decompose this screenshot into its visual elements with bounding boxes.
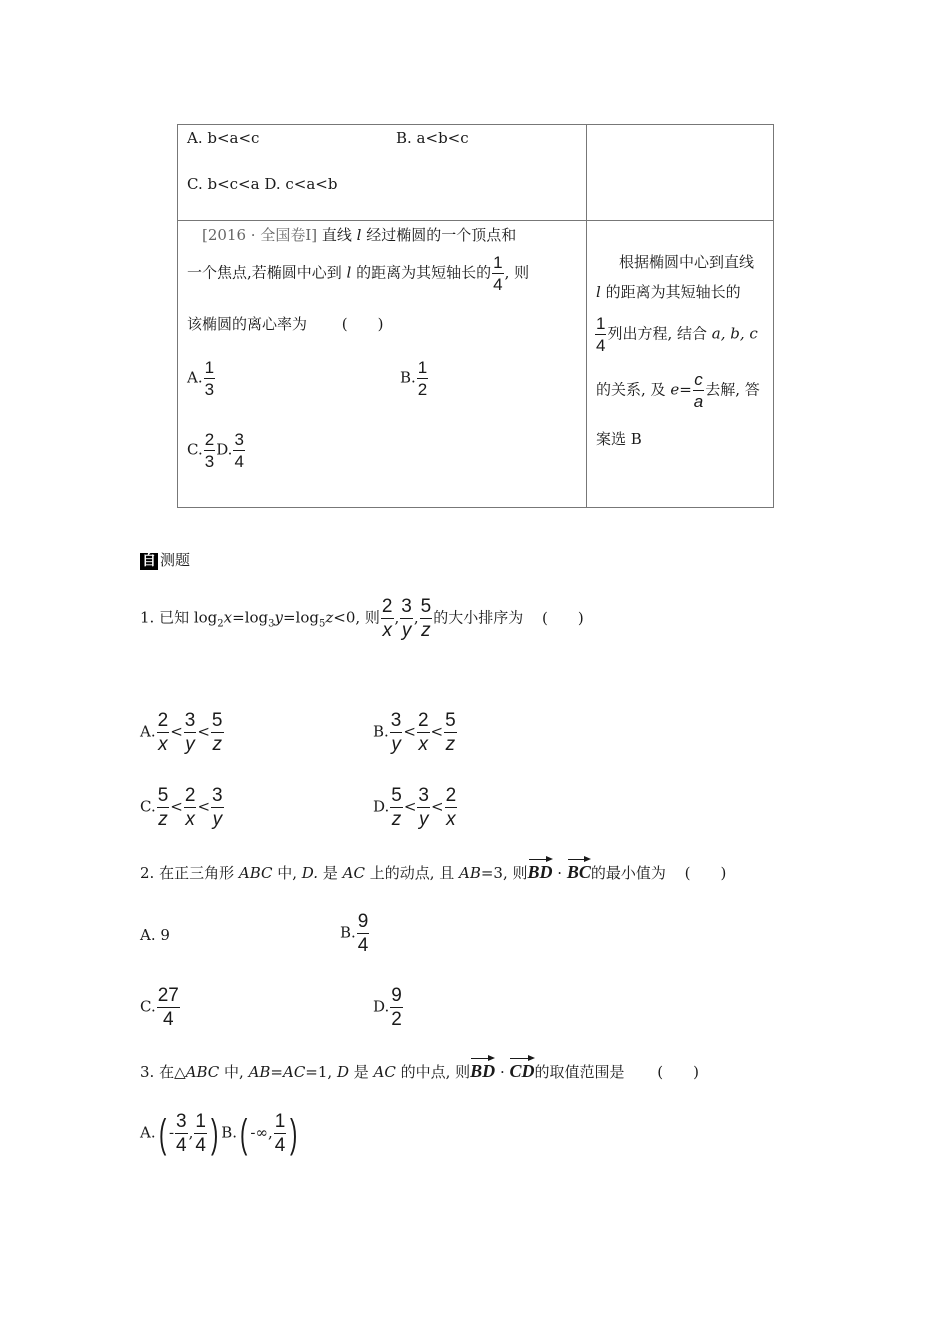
vector-bd: BD [470, 1055, 495, 1082]
answer-paren: ( ) [657, 1063, 700, 1081]
q2-option-c: C. $\frac{27}{4}$ [140, 985, 179, 1030]
table-cell-options-1 [178, 125, 587, 221]
question-line-2: 一个焦点,若椭圆中心到 l 的距离为其短轴长的 $\frac{1}{4}$ , 则 [187, 253, 530, 294]
q1-option-b: B. $\frac{3}{y}$ < $\frac{2}{x}$ < $\frac{5}{z}$ [373, 710, 456, 755]
hint-line-1: 根据椭圆中心到直线 [619, 253, 755, 271]
option-a: A. b<a<c [187, 129, 260, 147]
q2-option-a: A. 9 [140, 926, 170, 944]
answer-paren: ( ) [341, 315, 384, 333]
source-tag: [2016 · 全国卷Ⅰ] [202, 226, 318, 244]
option-cd: C. b<c<a D. c<a<b [187, 175, 338, 193]
option-b: B. a<b<c [396, 129, 469, 147]
vector-bd: BD [528, 856, 553, 883]
self-test-badge: 自 [142, 553, 156, 569]
vector-cd: CD [509, 1055, 534, 1082]
fraction-one-quarter: $\frac{1}{4}$ [493, 253, 503, 294]
q2-option-d: D. $\frac{9}{2}$ [373, 985, 402, 1030]
vector-bc: BC [567, 856, 591, 883]
question-3-stem: 3. 在△ABC 中, AB=AC=1, D 是 AC 的中点, 则BD · CD的取值范围是 ( ) [140, 1055, 699, 1082]
q2-option-b: B. $\frac{9}{4}$ [340, 911, 369, 956]
section-title: 测题 [160, 551, 191, 569]
q1-option-c: C. $\frac{5}{z}$ < $\frac{2}{x}$ < $\frac{3}{y}$ [140, 785, 223, 830]
table-cell-hint-2 [587, 221, 774, 508]
hint-line-5: 案选 B [596, 430, 642, 448]
question-2-stem: 2. 在正三角形 ABC 中, D. 是 AC 上的动点, 且 AB=3, 则BD · BC的最小值为 ( ) [140, 856, 726, 883]
section-header [140, 549, 190, 570]
option-b: B. $\frac{1}{2}$ [400, 358, 428, 399]
q3-option-ab: A.( - $\frac{3}{4}$ , $\frac{1}{4}$ ) B.( -∞, $\frac{1}{4}$ ) [140, 1111, 298, 1156]
table-cell-question-2 [178, 221, 587, 508]
question-line-3: 该椭圆的离心率为 ( ) [187, 315, 384, 333]
question-line-1: [2016 · 全国卷Ⅰ] 直线 l 经过椭圆的一个顶点和 [202, 226, 517, 244]
question-1-stem: 1. 已知 $\log_2x=\log_3y=\log_5z<0$, 则 $\frac{2}{x}$ , $\frac{3}{y}$ , $\frac{5}{z}$ 的大小排序为 ( ) [140, 596, 584, 641]
option-a: A. $\frac{1}{3}$ [187, 358, 215, 399]
table-cell-hint-1 [587, 125, 774, 221]
question-table [177, 124, 774, 508]
hint-line-2: l 的距离为其短轴长的 [596, 283, 741, 301]
answer-paren: ( ) [684, 864, 727, 882]
q1-option-d: D. $\frac{5}{z}$ < $\frac{3}{y}$ < $\frac{2}{x}$ [373, 785, 457, 830]
hint-line-3: $\frac{1}{4}$ 列出方程, 结合 a, b, c [596, 314, 758, 355]
answer-paren: ( ) [542, 608, 584, 627]
hint-line-4: 的关系, 及 e= $\frac{c}{a}$ 去解, 答 [596, 370, 760, 411]
option-cd: C. $\frac{2}{3}$ D. $\frac{3}{4}$ [187, 430, 244, 471]
q1-option-a: A. $\frac{2}{x}$ < $\frac{3}{y}$ < $\frac{5}{z}$ [140, 710, 223, 755]
